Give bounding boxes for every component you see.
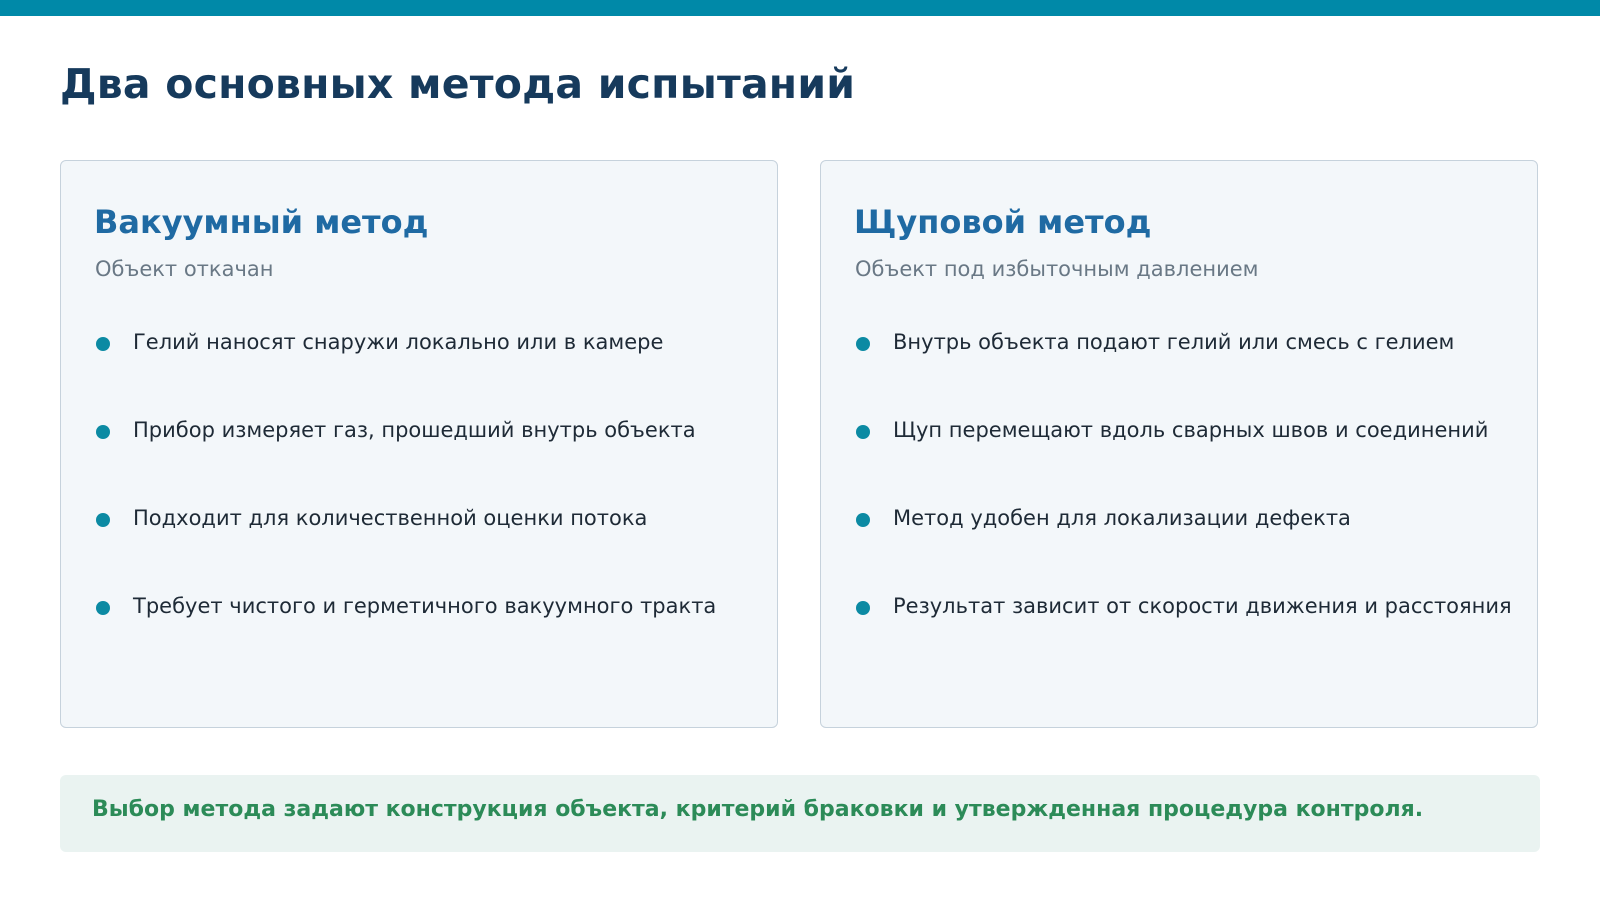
bullet-dot-icon — [856, 601, 870, 615]
list-item-text: Внутрь объекта подают гелий или смесь с гелием — [893, 330, 1455, 354]
vacuum-method-card — [60, 160, 778, 728]
card-subtitle: Объект откачан — [95, 257, 274, 281]
probe-method-card — [820, 160, 1538, 728]
list-item-text: Метод удобен для локализации дефекта — [893, 506, 1351, 530]
bullet-dot-icon — [96, 601, 110, 615]
bullet-dot-icon — [96, 513, 110, 527]
card-title: Щуповой метод — [854, 203, 1152, 241]
bullet-dot-icon — [856, 513, 870, 527]
top-accent-bar — [0, 0, 1600, 16]
list-item-text: Результат зависит от скорости движения и расстояния — [893, 594, 1512, 618]
bullet-dot-icon — [856, 337, 870, 351]
bullet-dot-icon — [96, 337, 110, 351]
card-subtitle: Объект под избыточным давлением — [855, 257, 1259, 281]
list-item-text: Требует чистого и герметичного вакуумного тракта — [133, 594, 717, 618]
list-item-text: Подходит для количественной оценки потока — [133, 506, 648, 530]
list-item-text: Гелий наносят снаружи локально или в камере — [133, 330, 664, 354]
slide-title: Два основных метода испытаний — [60, 60, 856, 108]
conclusion-text: Выбор метода задают конструкция объекта, критерий браковки и утвержденная процедура контроля. — [92, 797, 1424, 822]
bullet-dot-icon — [96, 425, 110, 439]
card-title: Вакуумный метод — [94, 203, 429, 241]
list-item-text: Щуп перемещают вдоль сварных швов и соединений — [893, 418, 1489, 442]
conclusion-banner — [60, 775, 1540, 852]
bullet-dot-icon — [856, 425, 870, 439]
list-item-text: Прибор измеряет газ, прошедший внутрь объекта — [133, 418, 696, 442]
